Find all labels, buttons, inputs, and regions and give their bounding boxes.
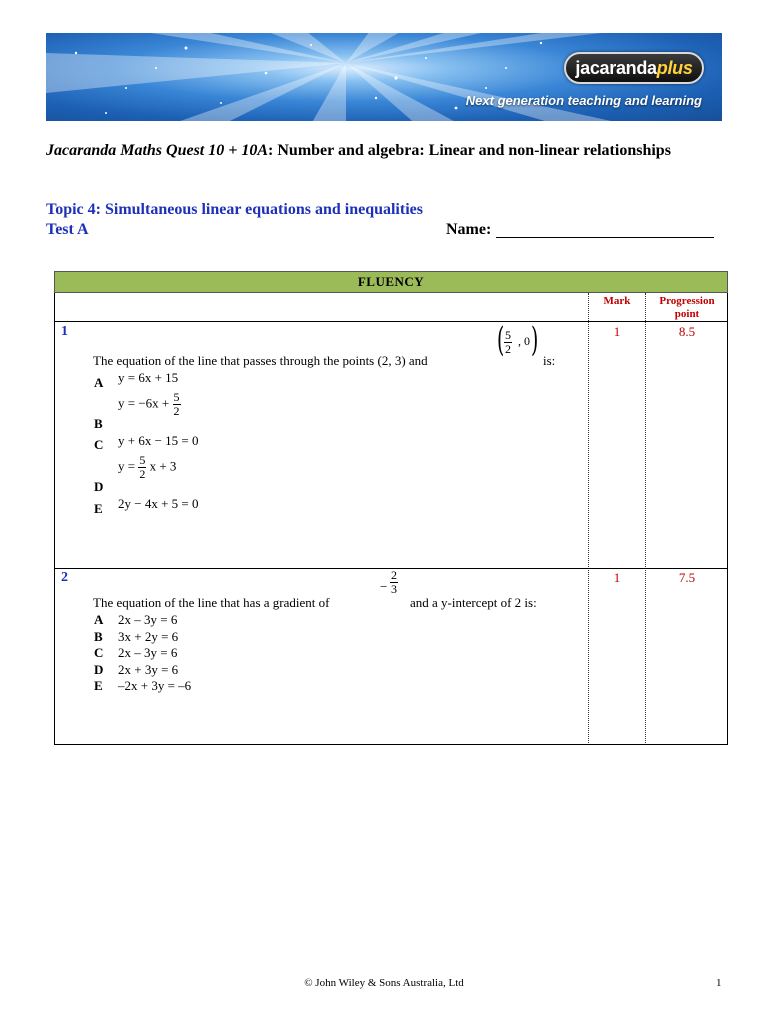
page-number: 1 <box>716 977 722 989</box>
progression-header-line2: point <box>674 308 700 320</box>
banner-tagline: Next generation teaching and learning <box>465 93 702 108</box>
option-text: 3x + 2y = 6 <box>118 629 179 644</box>
stem-suffix: is: <box>543 353 556 368</box>
option-text <box>118 391 181 418</box>
topic-heading: Topic 4: Simultaneous linear equations and inequalities <box>46 201 423 218</box>
option-fraction <box>138 454 146 481</box>
option-fraction <box>173 391 181 418</box>
option-letter: A <box>94 375 104 390</box>
gradient-value <box>390 569 398 596</box>
gradient-fraction <box>380 569 406 607</box>
fraction-numerator: 2 <box>391 568 397 582</box>
question-number: 2 <box>61 570 68 585</box>
left-paren: ( <box>496 320 505 360</box>
option-expression: y = −6x + <box>118 395 170 411</box>
name-label: Name: <box>446 221 492 238</box>
progression-header-line1: Progression <box>659 295 715 307</box>
stem-suffix: and a y-intercept of 2 is: <box>410 595 537 610</box>
test-label: Test A <box>46 221 89 238</box>
option-letter: E <box>94 501 103 516</box>
column-divider-progression <box>645 293 646 745</box>
fraction-denominator: 3 <box>391 582 397 596</box>
option-letter: E <box>94 678 103 693</box>
header-row-divider <box>54 321 728 322</box>
jacaranda-plus-logo: jacaranda plus <box>564 52 704 84</box>
option-letter: B <box>94 416 103 431</box>
document-title <box>46 141 686 161</box>
questions-table <box>54 271 728 745</box>
progression-column-header <box>646 295 728 321</box>
option-expression-tail: x + 3 <box>149 458 177 474</box>
name-field-line[interactable] <box>496 237 714 238</box>
question-mark: 1 <box>613 324 621 339</box>
fraction-denominator: 2 <box>139 467 146 481</box>
stem-text: The equation of the line that passes through the points (2, 3) and <box>93 353 428 368</box>
column-divider-mark <box>588 293 589 745</box>
question-progression-point: 7.5 <box>678 570 696 585</box>
question-progression-point: 8.5 <box>678 324 696 339</box>
point-x-fraction <box>504 329 512 356</box>
option-text: –2x + 3y = –6 <box>118 678 192 693</box>
option-letter: C <box>94 645 104 660</box>
option-text: 2x + 3y = 6 <box>118 662 179 677</box>
fraction-denominator: 2 <box>173 404 180 418</box>
book-title: Jacaranda Maths Quest 10 + 10A <box>46 142 269 159</box>
point-y: , 0 <box>518 334 530 348</box>
option-text: 2y − 4x + 5 = 0 <box>118 496 199 511</box>
option-letter: D <box>94 479 104 494</box>
subject-title: : Number and algebra: Linear and non-linear relationships <box>268 142 671 159</box>
option-expression: y = <box>118 458 136 474</box>
gradient-sign: − <box>380 579 388 594</box>
mark-column-header: Mark <box>603 295 631 307</box>
option-letter: C <box>94 437 104 452</box>
copyright-footer: © John Wiley & Sons Australia, Ltd <box>304 977 464 989</box>
option-letter: B <box>94 629 103 644</box>
table-border-left <box>54 293 55 745</box>
table-border-bottom <box>54 744 728 745</box>
right-paren: ) <box>530 320 539 360</box>
question-stem <box>93 353 428 369</box>
option-text: y = 6x + 15 <box>118 370 179 385</box>
point-coordinate <box>496 320 542 363</box>
question-stem: The equation of the line that has a gradient of <box>93 595 330 610</box>
question-number: 1 <box>61 324 68 339</box>
option-text <box>118 454 176 481</box>
fraction-numerator: 5 <box>505 328 511 342</box>
option-letter: A <box>94 612 104 627</box>
fraction-numerator: 5 <box>173 390 180 404</box>
option-text: 2x – 3y = 6 <box>118 612 178 627</box>
option-text: y + 6x − 15 = 0 <box>118 433 199 448</box>
question-mark: 1 <box>613 570 621 585</box>
table-border-right <box>727 293 728 745</box>
fraction-denominator: 2 <box>505 342 511 356</box>
option-letter: D <box>94 662 104 677</box>
fluency-section-header: FLUENCY <box>54 271 728 293</box>
header-banner <box>46 33 722 121</box>
option-text: 2x – 3y = 6 <box>118 645 178 660</box>
fraction-numerator: 5 <box>139 453 146 467</box>
